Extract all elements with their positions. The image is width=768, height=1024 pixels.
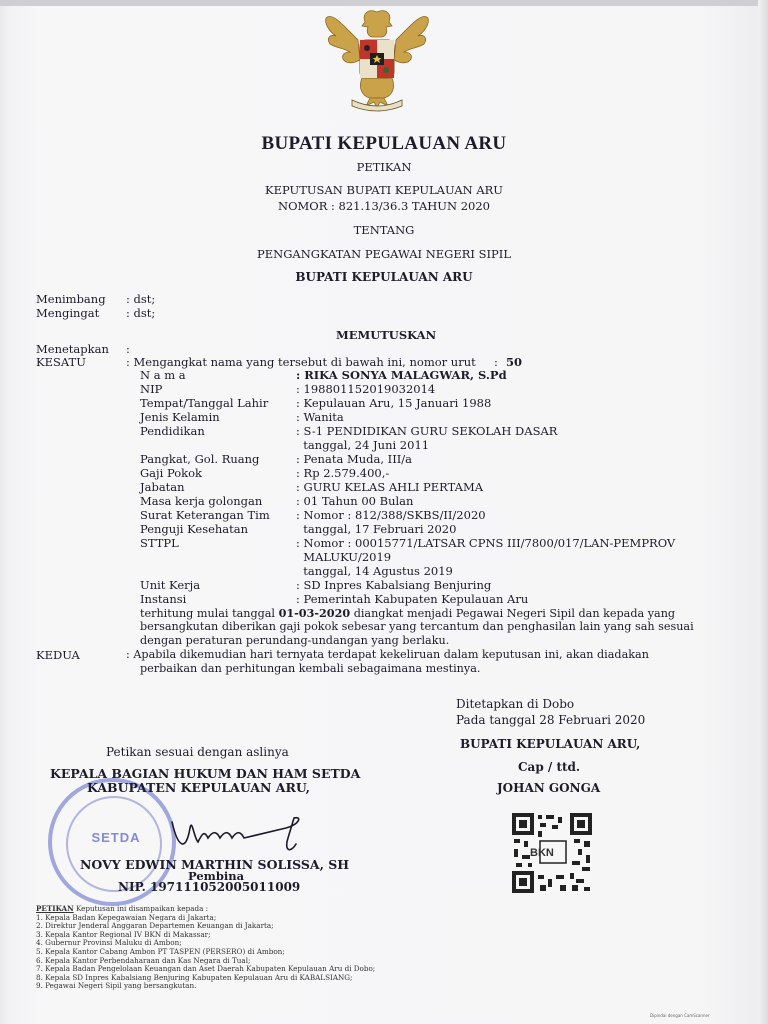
- document-title: BUPATI KEPULAUAN ARU: [261, 133, 507, 154]
- petikan-sesuai: Petikan sesuai dengan aslinya: [106, 745, 289, 759]
- distribution-item: 4. Gubernur Provinsi Maluku di Ambon;: [36, 938, 182, 948]
- field-label: Jabatan: [140, 480, 185, 494]
- field-value: : Penata Muda, III/a: [296, 452, 413, 466]
- memutuskan-heading: MEMUTUSKAN: [336, 328, 437, 342]
- distribution-item: 8. Kepala SD Inpres Kabalsiang Benjuring Kabupaten Kepulauan Aru di KABALSIANG;: [36, 972, 353, 982]
- place-of-issue: Ditetapkan di Dobo: [456, 697, 575, 711]
- field-label: Pangkat, Gol. Ruang: [140, 452, 260, 466]
- field-label: N a m a: [140, 368, 186, 382]
- date-of-issue: Pada tanggal 28 Februari 2020: [456, 713, 646, 727]
- kesatu-closing-line2: bersangkutan diberikan gaji pokok sebesar yang tercantum dan penghasilan lain yang sah sesuai: [140, 620, 694, 633]
- field-value: tanggal, 17 Februari 2020: [296, 522, 457, 536]
- stamp-text: SETDA: [91, 830, 141, 845]
- mengingat-value: : dst;: [126, 306, 156, 320]
- issuer-heading: BUPATI KEPULAUAN ARU: [295, 270, 473, 284]
- certifier-name: NOVY EDWIN MARTHIN SOLISSA, SH: [80, 857, 350, 872]
- kedua-label: KEDUA: [36, 648, 80, 662]
- signer-title: BUPATI KEPULAUAN ARU,: [460, 737, 641, 751]
- field-value: tanggal, 24 Juni 2011: [296, 438, 430, 452]
- certifier-title-line1: KEPALA BAGIAN HUKUM DAN HAM SETDA: [50, 766, 361, 781]
- distribution-item: 5. Kepala Kantor Cabang Ambon PT TASPEN (PERSERO) di Ambon;: [36, 946, 285, 956]
- kesatu-closing-line1: [140, 606, 675, 620]
- qr-bkn-label: BKN: [530, 847, 554, 859]
- kedua-line1: : Apabila dikemudian hari ternyata terdapat kekeliruan dalam keputusan ini, akan diadakan: [126, 648, 649, 661]
- field-label: Gaji Pokok: [140, 466, 202, 480]
- distribution-item: 1. Kepala Badan Kepegawaian Negara di Jakarta;: [36, 912, 217, 922]
- field-value: : RIKA SONYA MALAGWAR, S.Pd: [296, 368, 507, 382]
- mengingat-label: Mengingat: [36, 306, 100, 320]
- menimbang-value: : dst;: [126, 292, 156, 306]
- field-value: : Kepulauan Aru, 15 Januari 1988: [296, 396, 492, 410]
- field-label: Instansi: [140, 592, 187, 606]
- effective-date: 01-03-2020: [278, 606, 351, 620]
- kesatu-colon: :: [494, 355, 498, 369]
- certifier-title-line2: KABUPATEN KEPULAUAN ARU,: [87, 780, 310, 795]
- scan-credit: Dipindai dengan CamScanner: [650, 1013, 710, 1018]
- field-label: Unit Kerja: [140, 578, 201, 592]
- menimbang-label: Menimbang: [36, 292, 106, 306]
- distribution-heading-label: PETIKAN: [36, 904, 74, 913]
- decree-title: KEPUTUSAN BUPATI KEPULAUAN ARU: [264, 183, 504, 197]
- field-value: : S-1 PENDIDIKAN GURU SEKOLAH DASAR: [296, 424, 558, 438]
- field-value: : GURU KELAS AHLI PERTAMA: [296, 480, 484, 494]
- field-value: : 01 Tahun 00 Bulan: [296, 494, 414, 508]
- closing-text: terhitung mulai tanggal: [140, 607, 279, 620]
- field-label: Penguji Kesehatan: [140, 522, 249, 536]
- field-value: : Rp 2.579.400,-: [296, 466, 390, 480]
- menetapkan-value: :: [126, 342, 130, 356]
- closing-text: diangkat menjadi Pegawai Negeri Sipil dan kepada yang: [350, 607, 676, 620]
- kesatu-intro: : Mengangkat nama yang tersebut di bawah ini, nomor urut: [126, 355, 476, 369]
- field-label: Masa kerja golongan: [140, 494, 263, 508]
- petikan-heading: PETIKAN: [356, 160, 412, 174]
- field-value: : Nomor : 812/388/SKBS/II/2020: [296, 508, 486, 522]
- field-label: Jenis Kelamin: [140, 410, 220, 424]
- kesatu-label: KESATU: [36, 355, 86, 369]
- handwritten-signature-icon: [168, 808, 318, 858]
- tentang-heading: TENTANG: [353, 223, 415, 237]
- field-value: : SD Inpres Kabalsiang Benjuring: [296, 578, 492, 592]
- certifier-nip: NIP. 197111052005011009: [118, 880, 301, 894]
- menetapkan-label: Menetapkan: [36, 342, 109, 356]
- distribution-item: 2. Direktur Jenderal Anggaran Departemen Keuangan di Jakarta;: [36, 921, 274, 931]
- signer-name: JOHAN GONGA: [497, 781, 601, 795]
- field-label: STTPL: [140, 536, 179, 550]
- decree-subject: PENGANGKATAN PEGAWAI NEGERI SIPIL: [257, 247, 511, 261]
- field-value: : Wanita: [296, 410, 344, 424]
- field-label: Pendidikan: [140, 424, 205, 438]
- field-label: NIP: [140, 382, 163, 396]
- distribution-item: 6. Kepala Kantor Perbendaharaan dan Kas Negara di Tual;: [36, 955, 251, 965]
- field-value: tanggal, 14 Agustus 2019: [296, 564, 453, 578]
- field-value: : Nomor : 00015771/LATSAR CPNS III/7800/017/LAN-PEMPROV: [296, 536, 676, 550]
- distribution-item: 3. Kepala Kantor Regional IV BKN di Makassar;: [36, 929, 211, 939]
- field-value: MALUKU/2019: [296, 550, 392, 564]
- decree-number: NOMOR : 821.13/36.3 TAHUN 2020: [278, 199, 490, 213]
- cap-ttd: Cap / ttd.: [518, 760, 581, 774]
- field-value: : Pemerintah Kabupaten Kepulauan Aru: [296, 592, 529, 606]
- distribution-intro: Keputusan ini disampaikan kepada :: [73, 904, 209, 913]
- nomor-urut: 50: [506, 355, 523, 369]
- kesatu-closing-line3: dengan peraturan perundang-undangan yang berlaku.: [140, 634, 450, 647]
- field-label: Tempat/Tanggal Lahir: [140, 396, 269, 410]
- distribution-list: [36, 905, 375, 991]
- field-label: Surat Keterangan Tim: [140, 508, 270, 522]
- distribution-item: 7. Kepala Badan Pengelolaan Keuangan dan Aset Daerah Kabupaten Kepulauan Aru di Dobo;: [36, 964, 376, 974]
- distribution-item: 9. Pegawai Negeri Sipil yang bersangkutan.: [36, 981, 197, 991]
- certifier-rank: Pembina: [188, 869, 245, 883]
- kedua-line2: perbaikan dan perhitungan kembali sebagaimana mestinya.: [140, 662, 481, 675]
- garuda-emblem-icon: [318, 2, 436, 114]
- field-value: : 198801152019032014: [296, 382, 436, 396]
